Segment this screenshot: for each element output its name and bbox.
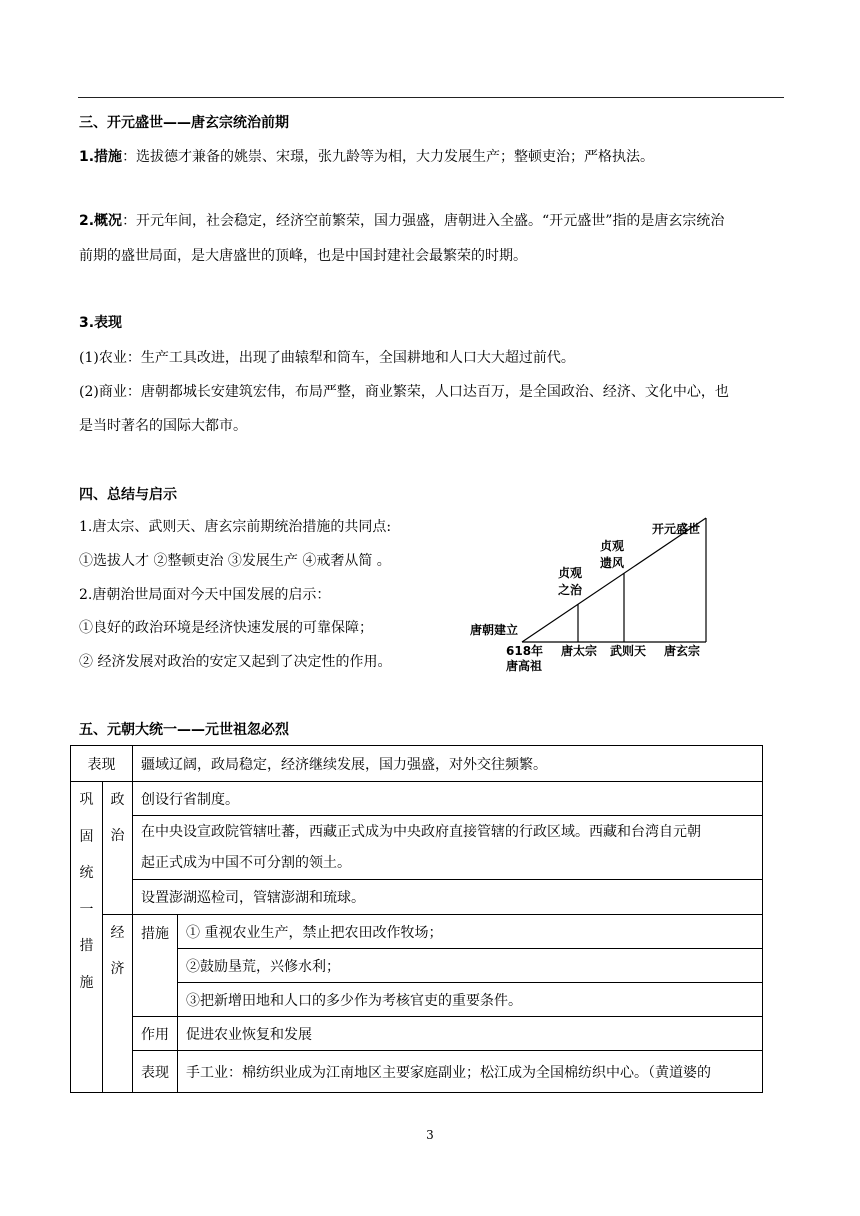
cuoshi-label: 措施 (133, 915, 178, 1017)
section4-line4: ①良好的政治环境是经济快速发展的可靠保障； (79, 620, 373, 636)
rising-slope-line (522, 518, 706, 642)
label-xuanzong: 唐玄宗 (664, 644, 701, 658)
zuoyong-text: 促进农业恢复和发展 (178, 1017, 763, 1051)
table-row (71, 782, 763, 816)
yuan-unification-table (70, 745, 763, 1093)
table-row (71, 915, 763, 949)
label-618: 618年 (506, 644, 544, 658)
item3-label: 3.表现 (79, 315, 123, 331)
jingji-biaoxian-line: 手工业：棉纺织业成为江南地区主要家庭副业；松江成为全国棉纺织中心。（黄道婆的 (186, 1064, 711, 1081)
section5-heading: 五、元朝大统一——元世祖忽必烈 (79, 722, 289, 738)
zhengzhi-row2-line1: 在中央设宣政院管辖吐蕃，西藏正式成为中央政府直接管辖的行政区域。西藏和台湾自元朝 (141, 823, 701, 840)
jingji-label: 经 济 (103, 915, 133, 1093)
cuoshi-item-3: ③把新增田地和人口的多少作为考核官吏的重要条件。 (178, 983, 763, 1017)
item2-label: 2.概况 (79, 213, 123, 229)
section4-line3: 2.唐朝治世局面对今天中国发展的启示： (79, 587, 331, 603)
label-kaiyuan: 开元盛世 (652, 522, 701, 536)
item2-text-line1: ：开元年间，社会稳定，经济空前繁荣，国力强盛，唐朝进入全盛。“开元盛世”指的是唐玄宗统治 (122, 213, 725, 229)
zhengzhi-row1: 创设行省制度。 (133, 782, 763, 816)
item3-commerce-line2: 是当时著名的国际大都市。 (79, 418, 247, 434)
table-row (71, 816, 763, 880)
section4-line5: ② 经济发展对政治的安定又起到了决定性的作用。 (79, 654, 392, 670)
label-zhenguan-zhizhi-2: 之治 (558, 583, 583, 597)
item3-agriculture: (1)农业：生产工具改进，出现了曲辕犁和筒车，全国耕地和人口大大超过前代。 (79, 350, 575, 366)
label-gaozu: 唐高祖 (506, 659, 543, 672)
zuoyong-label: 作用 (133, 1017, 178, 1051)
zhengzhi-label: 政 治 (103, 782, 133, 915)
gonggu-tongyi-cuoshi-label: 巩 固 统 一 措 施 (71, 782, 103, 1093)
item1-text: ：选拔德才兼备的姚崇、宋璟，张九龄等为相，大力发展生产；整顿吏治；严格执法。 (122, 149, 655, 165)
cuoshi-item-1: ① 重视农业生产，禁止把农田改作牧场； (178, 915, 763, 949)
tang-prosperity-diagram (462, 512, 720, 672)
section4-heading: 四、总结与启示 (79, 487, 177, 503)
item3-commerce-line1: (2)商业：唐朝都城长安建筑宏伟，布局严整，商业繁荣，人口达百万，是全国政治、经济、文化中心，也 (79, 384, 729, 400)
jingji-biaoxian-label: 表现 (133, 1051, 178, 1093)
cuoshi-item-2: ②鼓励垦荒，兴修水利； (178, 949, 763, 983)
biaoxian-label: 表现 (71, 746, 133, 782)
zhengzhi-row2 (133, 816, 763, 880)
item2-text-line2: 前期的盛世局面，是大唐盛世的顶峰，也是中国封建社会最繁荣的时期。 (79, 248, 527, 264)
section3-item2-line1 (79, 211, 724, 231)
label-zhenguan-yifeng-2: 遗风 (600, 556, 625, 570)
section3-heading: 三、开元盛世——唐玄宗统治前期 (79, 115, 289, 131)
label-wuzetian: 武则天 (610, 644, 647, 658)
section4-line1: 1.唐太宗、武则天、唐玄宗前期统治措施的共同点: (79, 519, 392, 535)
label-tang-founded: 唐朝建立 (470, 623, 519, 637)
zhengzhi-row3: 设置澎湖巡检司，管辖澎湖和琉球。 (133, 880, 763, 915)
section3-item1 (79, 147, 654, 167)
section4-line2: ①选拔人才 ②整顿吏治 ③发展生产 ④戒奢从简 。 (79, 553, 391, 569)
zhengzhi-row2-line2: 起正式成为中国不可分割的领土。 (141, 854, 351, 871)
item1-label: 1.措施 (79, 149, 123, 165)
label-zhenguan-yifeng-1: 贞观 (600, 539, 625, 553)
header-rule (78, 97, 784, 98)
label-zhenguan-zhizhi-1: 贞观 (558, 566, 583, 580)
page-number: 3 (426, 1128, 434, 1142)
jingji-biaoxian-text (178, 1051, 763, 1093)
table-row (71, 1051, 763, 1093)
biaoxian-text: 疆域辽阔，政局稳定，经济继续发展，国力强盛，对外交往频繁。 (133, 746, 763, 782)
label-taizong: 唐太宗 (561, 644, 598, 658)
table-row (71, 746, 763, 782)
table-row (71, 1017, 763, 1051)
table-row (71, 880, 763, 915)
